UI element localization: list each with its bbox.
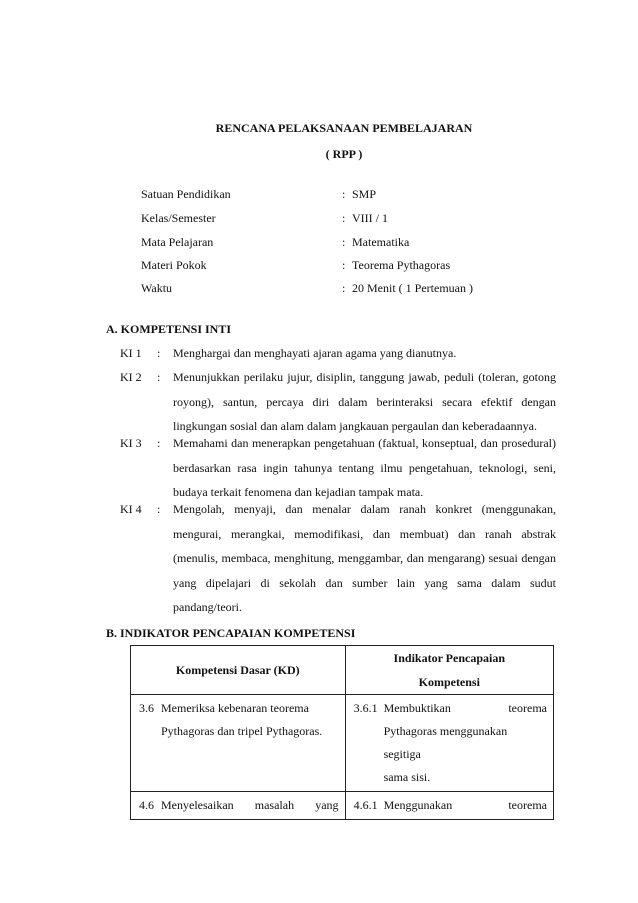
kd-text: Pythagoras dan tripel Pythagoras. [161, 724, 323, 738]
ki-text [173, 431, 556, 505]
info-colon: : [342, 211, 346, 225]
table-header-row [131, 646, 554, 695]
info-label: Kelas/Semester [141, 211, 216, 225]
indikator-text: Membuktikan [383, 701, 451, 715]
ki-text [173, 341, 556, 366]
indikator-text: Pythagoras menggunakan segitiga [383, 724, 508, 761]
ki-colon: : [157, 502, 161, 516]
info-label: Mata Pelajaran [141, 235, 214, 249]
ki-line: berdasarkan rasa ingin tahunya tentang ilmu pengetahuan, teknologi, seni, [173, 460, 556, 475]
table-row [131, 792, 554, 820]
info-label: Materi Pokok [141, 258, 207, 272]
info-value: VIII / 1 [352, 211, 388, 225]
ki-code: KI 4 [120, 502, 142, 516]
header-line: Kompetensi [418, 675, 480, 689]
indikator-line [354, 794, 547, 817]
kd-text: Memeriksa kebenaran teorema [161, 701, 309, 715]
ki-line: (menulis, membaca, menghitung, menggambar, dan mengarang) sesuai dengan [173, 551, 556, 565]
ki-line: yang dipelajari di sekolah dan sumber lain yang sama dalam sudut [173, 575, 556, 590]
indikator-cell [345, 792, 553, 820]
info-value: SMP [352, 187, 377, 201]
ki-colon: : [157, 436, 161, 450]
ki-line: budaya terkait fenomena dan kejadian tampak mata. [173, 485, 424, 499]
ki-code: KI 3 [120, 436, 142, 450]
ki-colon: : [157, 370, 161, 384]
ki-text [173, 497, 556, 620]
kd-line [139, 794, 339, 817]
competency-table [130, 645, 554, 820]
ki-line: lingkungan sosial dan alam dalam jangkauan pergaulan dan keberadaannya. [173, 419, 537, 433]
kd-number: 3.6 [139, 701, 154, 715]
ki-line: Mengolah, menyaji, dan menalar dalam ranah konkret (menggunakan, [173, 502, 556, 516]
ki-line: Menghargai dan menghayati ajaran agama yang dianutnya. [173, 346, 457, 360]
document-subtitle: ( RPP ) [325, 147, 363, 161]
ki-line: royong), santun, percaya diri dalam berinteraksi secara efektif dengan [173, 394, 556, 409]
kd-cell [131, 695, 346, 792]
info-value: 20 Menit ( 1 Pertemuan ) [352, 281, 473, 295]
document-title: RENCANA PELAKSANAAN PEMBELAJARAN [215, 121, 473, 135]
section-heading-indikator: B. INDIKATOR PENCAPAIAN KOMPETENSI [106, 626, 356, 640]
ki-line: Menunjukkan perilaku jujur, disiplin, tanggung jawab, peduli (toleran, gotong [173, 370, 556, 384]
info-colon: : [342, 187, 346, 201]
kd-text: masalah [254, 798, 295, 812]
info-colon: : [342, 258, 346, 272]
kd-text: yang [315, 798, 339, 812]
section-heading-ki: A. KOMPETENSI INTI [106, 322, 232, 336]
ki-colon: : [157, 346, 161, 360]
indikator-text: teorema [508, 798, 547, 812]
ki-line: mengurai, merangkai, memodifikasi, dan membuat) dan ranah abstrak [173, 526, 556, 541]
info-value: Teorema Pythagoras [352, 258, 451, 272]
ki-code: KI 1 [120, 346, 142, 360]
info-value: Matematika [352, 235, 410, 249]
info-label: Satuan Pendidikan [141, 187, 231, 201]
header-line: Indikator Pencapaian [393, 651, 506, 665]
indikator-number: 4.6.1 [353, 798, 378, 812]
ki-line: Memahami dan menerapkan pengetahuan (faktual, konseptual, dan prosedural) [173, 436, 556, 450]
ki-code: KI 2 [120, 370, 142, 384]
indikator-text: Menggunakan [383, 798, 453, 812]
indikator-line [354, 697, 547, 720]
indikator-text: teorema [508, 701, 547, 715]
info-colon: : [342, 235, 346, 249]
table-header-indikator [345, 646, 553, 695]
table-row [131, 695, 554, 792]
table-header-kd: Kompetensi Dasar (KD) [131, 646, 346, 695]
kd-cell [131, 792, 346, 820]
indikator-text: sama sisi. [383, 770, 431, 784]
indikator-cell [345, 695, 553, 792]
indikator-number: 3.6.1 [353, 701, 378, 715]
ki-text [173, 365, 556, 439]
info-label: Waktu [141, 281, 173, 295]
kd-number: 4.6 [139, 798, 154, 812]
ki-line: pandang/teori. [173, 600, 242, 614]
info-colon: : [342, 281, 346, 295]
kd-text: Menyelesaikan [161, 798, 234, 812]
